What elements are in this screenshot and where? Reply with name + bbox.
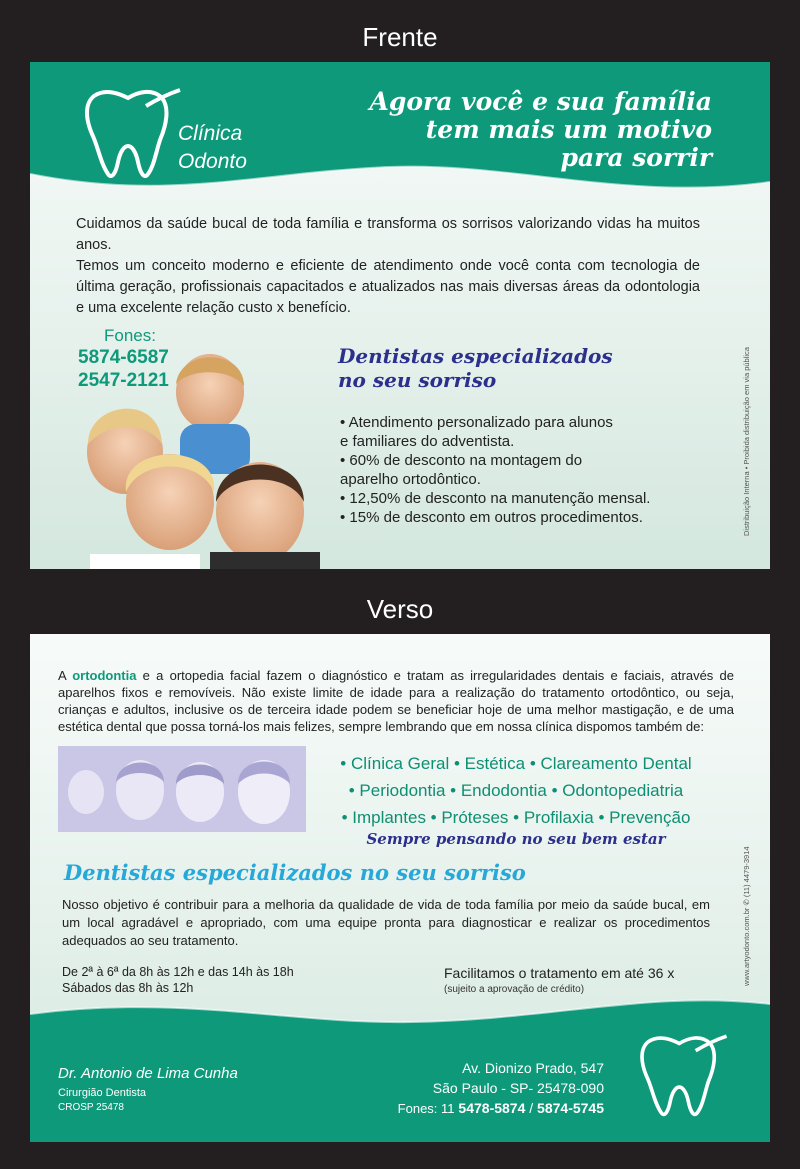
fone-separator: / bbox=[529, 1100, 534, 1116]
logo-text bbox=[178, 120, 247, 176]
intro-paragraph-1: Cuidamos da saúde bucal de toda família e transforma os sorrisos valorizando vidas ha muitos anos. bbox=[76, 216, 700, 253]
phone-number-1: 5874-6587 bbox=[78, 347, 169, 368]
specialists-title-line-1: Dentistas especializados bbox=[338, 344, 613, 368]
front-specialists-title bbox=[338, 344, 613, 392]
para-rest: e a ortopedia facial fazem o diagnóstico e tratam as irregularidades dentais e faciais, através de aparelhos fixos e removíveis. Não existe limite de idade para a realização do tratamento ortodôntico, ou seja, crianças e adultos, inclusive os de terceira idade podem se beneficiar hoje de uma melhor mastigação, e de uma estética dental que possa torná-los mais felizes, sempre lembrando que em nossa clínica dispomos também de: bbox=[58, 668, 734, 734]
fone-2: 5874-5745 bbox=[537, 1100, 604, 1116]
logo-line-2: Odonto bbox=[178, 150, 247, 173]
phones-label: Fones: bbox=[104, 326, 156, 345]
address-block bbox=[398, 1058, 604, 1119]
headline-line-1: Agora você e sua família bbox=[369, 87, 712, 116]
back-specialists-title: Dentistas especializados no seu sorriso bbox=[64, 860, 526, 885]
benefits-list bbox=[340, 413, 700, 527]
headline-line-3: para sorrir bbox=[560, 143, 712, 172]
hours-weekdays: De 2ª à 6ª da 8h às 12h e das 14h às 18h bbox=[62, 965, 294, 979]
address-line-2: São Paulo - SP- 25478-090 bbox=[432, 1080, 604, 1096]
crosp-number: CROSP 25478 bbox=[58, 1102, 124, 1113]
para-highlight: ortodontia bbox=[72, 668, 137, 683]
back-side-note: www.artyodonto.com.br ✆ (11) 4479-3914 bbox=[742, 846, 751, 986]
front-headline bbox=[369, 88, 712, 172]
financing-note: (sujeito a aprovação de crédito) bbox=[444, 984, 585, 995]
benefit-line: • Atendimento personalizado para alunos bbox=[340, 414, 613, 431]
front-side-note: Distribuição Interna • Proibida distribuição em via pública bbox=[742, 347, 751, 536]
benefit-line: • 15% de desconto em outros procedimentos. bbox=[340, 509, 643, 526]
benefit-line: • 60% de desconto na montagem do bbox=[340, 452, 583, 469]
services-line: • Implantes • Próteses • Profilaxia • Prevenção bbox=[341, 808, 691, 827]
phone-number-2: 2547-2121 bbox=[78, 370, 169, 391]
doctor-role: Cirurgião Dentista bbox=[58, 1087, 147, 1099]
children-photo bbox=[58, 746, 306, 832]
back-section-title: Verso bbox=[366, 594, 434, 624]
tooth-logo-icon bbox=[76, 86, 186, 186]
fone-1: 5478-5874 bbox=[458, 1100, 526, 1116]
family-photo bbox=[30, 332, 330, 569]
logo-line-1: Clínica bbox=[178, 122, 243, 145]
services-line: • Periodontia • Endodontia • Odontopediatria bbox=[348, 781, 684, 800]
fones-label: Fones: 11 bbox=[397, 1101, 455, 1116]
services-list bbox=[316, 750, 716, 831]
headline-line-2: tem mais um motivo bbox=[425, 115, 712, 144]
tooth-logo-small-icon bbox=[632, 1032, 732, 1124]
address-line-1: Av. Dionizo Prado, 547 bbox=[462, 1060, 604, 1076]
back-card bbox=[30, 634, 770, 1142]
services-line: • Clínica Geral • Estética • Clareamento Dental bbox=[340, 754, 692, 773]
benefit-line: aparelho ortodôntico. bbox=[340, 471, 481, 488]
front-section-title: Frente bbox=[362, 22, 438, 52]
benefit-line: e familiares do adventista. bbox=[340, 433, 515, 450]
intro-paragraph-2: Temos um conceito moderno e eficiente de atendimento onde você conta com tecnologia de última geração, profissionais capacitados e atualizados nas mais diversas áreas da odontologia e uma excelente relação custo x benefício. bbox=[76, 258, 700, 316]
fones-line bbox=[398, 1098, 604, 1119]
opening-hours bbox=[62, 964, 294, 996]
financing-text: Facilitamos o tratamento em até 36 x bbox=[444, 965, 675, 981]
front-card bbox=[30, 62, 770, 569]
objective-paragraph: Nosso objetivo é contribuir para a melhoria da qualidade de vida de toda família por meio da saúde bucal, em um local agradável e apropriado, com uma equipe pronta para diagnosticar e realizar os procedimentos adequados ao seu tratamento. bbox=[62, 897, 710, 948]
benefit-line: • 12,50% de desconto na manutenção mensal. bbox=[340, 490, 651, 507]
doctor-name: Dr. Antonio de Lima Cunha bbox=[58, 1065, 238, 1082]
orthodontics-paragraph bbox=[58, 667, 734, 735]
front-intro bbox=[76, 214, 700, 319]
tagline: Sempre pensando no seu bem estar bbox=[366, 830, 666, 848]
specialists-title-line-2: no seu sorriso bbox=[338, 368, 497, 392]
hours-saturday: Sábados das 8h às 12h bbox=[62, 981, 194, 995]
para-prefix: A bbox=[58, 668, 73, 683]
